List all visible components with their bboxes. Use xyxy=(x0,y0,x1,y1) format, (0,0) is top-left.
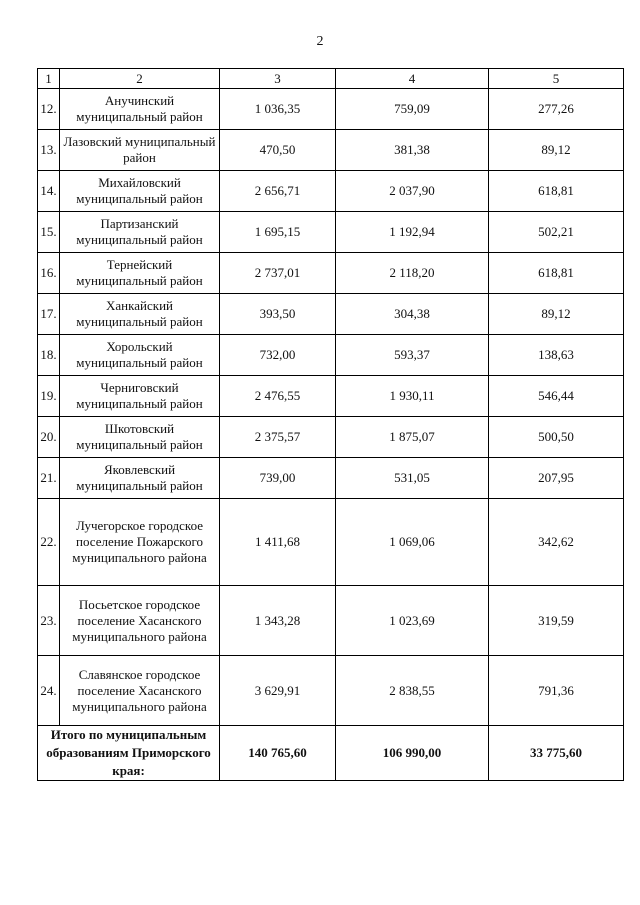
value-col-5: 618,81 xyxy=(489,171,624,212)
value-col-3: 2 375,57 xyxy=(220,417,336,458)
value-col-5: 791,36 xyxy=(489,656,624,726)
table-row xyxy=(38,294,624,335)
municipality-name: Посьетское городское поселение Хасанского муниципального района xyxy=(60,586,220,656)
municipality-name: Лазовский муниципальный район xyxy=(60,130,220,171)
table-row xyxy=(38,376,624,417)
value-col-3: 1 411,68 xyxy=(220,499,336,586)
value-col-4: 1 875,07 xyxy=(336,417,489,458)
municipality-name: Лучегорское городское поселение Пожарского муниципального района xyxy=(60,499,220,586)
value-col-5: 277,26 xyxy=(489,89,624,130)
row-number: 24. xyxy=(38,656,60,726)
row-number: 19. xyxy=(38,376,60,417)
value-col-3: 739,00 xyxy=(220,458,336,499)
allocation-table xyxy=(37,68,624,781)
row-number: 18. xyxy=(38,335,60,376)
value-col-4: 1 930,11 xyxy=(336,376,489,417)
table-row xyxy=(38,89,624,130)
table-row xyxy=(38,499,624,586)
value-col-3: 1 343,28 xyxy=(220,586,336,656)
value-col-4: 2 118,20 xyxy=(336,253,489,294)
total-label: Итого по муниципальным образованиям Приморского края: xyxy=(38,726,220,781)
value-col-5: 207,95 xyxy=(489,458,624,499)
value-col-3: 1 036,35 xyxy=(220,89,336,130)
table-row xyxy=(38,130,624,171)
total-col-4: 106 990,00 xyxy=(336,726,489,781)
municipality-name: Партизанский муниципальный район xyxy=(60,212,220,253)
value-col-4: 1 023,69 xyxy=(336,586,489,656)
table-row xyxy=(38,586,624,656)
municipality-name: Шкотовский муниципальный район xyxy=(60,417,220,458)
row-number: 16. xyxy=(38,253,60,294)
value-col-5: 500,50 xyxy=(489,417,624,458)
table-row xyxy=(38,212,624,253)
value-col-4: 2 838,55 xyxy=(336,656,489,726)
column-header: 1 xyxy=(38,69,60,89)
row-number: 15. xyxy=(38,212,60,253)
column-header: 3 xyxy=(220,69,336,89)
value-col-5: 89,12 xyxy=(489,130,624,171)
municipality-name: Тернейский муниципальный район xyxy=(60,253,220,294)
value-col-3: 2 656,71 xyxy=(220,171,336,212)
value-col-3: 1 695,15 xyxy=(220,212,336,253)
value-col-3: 393,50 xyxy=(220,294,336,335)
row-number: 13. xyxy=(38,130,60,171)
row-number: 22. xyxy=(38,499,60,586)
value-col-4: 531,05 xyxy=(336,458,489,499)
row-number: 12. xyxy=(38,89,60,130)
total-row xyxy=(38,726,624,781)
value-col-4: 2 037,90 xyxy=(336,171,489,212)
column-header: 2 xyxy=(60,69,220,89)
value-col-5: 546,44 xyxy=(489,376,624,417)
value-col-4: 1 192,94 xyxy=(336,212,489,253)
value-col-3: 2 737,01 xyxy=(220,253,336,294)
table-row xyxy=(38,335,624,376)
municipality-name: Ханкайский муниципальный район xyxy=(60,294,220,335)
value-col-5: 138,63 xyxy=(489,335,624,376)
municipality-name: Хорольский муниципальный район xyxy=(60,335,220,376)
value-col-4: 304,38 xyxy=(336,294,489,335)
value-col-3: 3 629,91 xyxy=(220,656,336,726)
table-header-row xyxy=(38,69,624,89)
value-col-4: 381,38 xyxy=(336,130,489,171)
value-col-4: 593,37 xyxy=(336,335,489,376)
municipality-name: Яковлевский муниципальный район xyxy=(60,458,220,499)
value-col-3: 470,50 xyxy=(220,130,336,171)
column-header: 5 xyxy=(489,69,624,89)
page-number: 2 xyxy=(316,34,324,49)
table-row xyxy=(38,171,624,212)
row-number: 14. xyxy=(38,171,60,212)
table-row xyxy=(38,458,624,499)
table-row xyxy=(38,417,624,458)
value-col-3: 732,00 xyxy=(220,335,336,376)
total-col-3: 140 765,60 xyxy=(220,726,336,781)
municipality-name: Черниговский муниципальный район xyxy=(60,376,220,417)
row-number: 21. xyxy=(38,458,60,499)
total-col-5: 33 775,60 xyxy=(489,726,624,781)
value-col-5: 89,12 xyxy=(489,294,624,335)
value-col-5: 502,21 xyxy=(489,212,624,253)
value-col-5: 319,59 xyxy=(489,586,624,656)
municipality-name: Михайловский муниципальный район xyxy=(60,171,220,212)
column-header: 4 xyxy=(336,69,489,89)
value-col-4: 1 069,06 xyxy=(336,499,489,586)
value-col-3: 2 476,55 xyxy=(220,376,336,417)
municipality-name: Анучинский муниципальный район xyxy=(60,89,220,130)
row-number: 17. xyxy=(38,294,60,335)
row-number: 23. xyxy=(38,586,60,656)
value-col-5: 342,62 xyxy=(489,499,624,586)
value-col-5: 618,81 xyxy=(489,253,624,294)
municipality-name: Славянское городское поселение Хасанского муниципального района xyxy=(60,656,220,726)
table-row xyxy=(38,656,624,726)
row-number: 20. xyxy=(38,417,60,458)
table-row xyxy=(38,253,624,294)
value-col-4: 759,09 xyxy=(336,89,489,130)
